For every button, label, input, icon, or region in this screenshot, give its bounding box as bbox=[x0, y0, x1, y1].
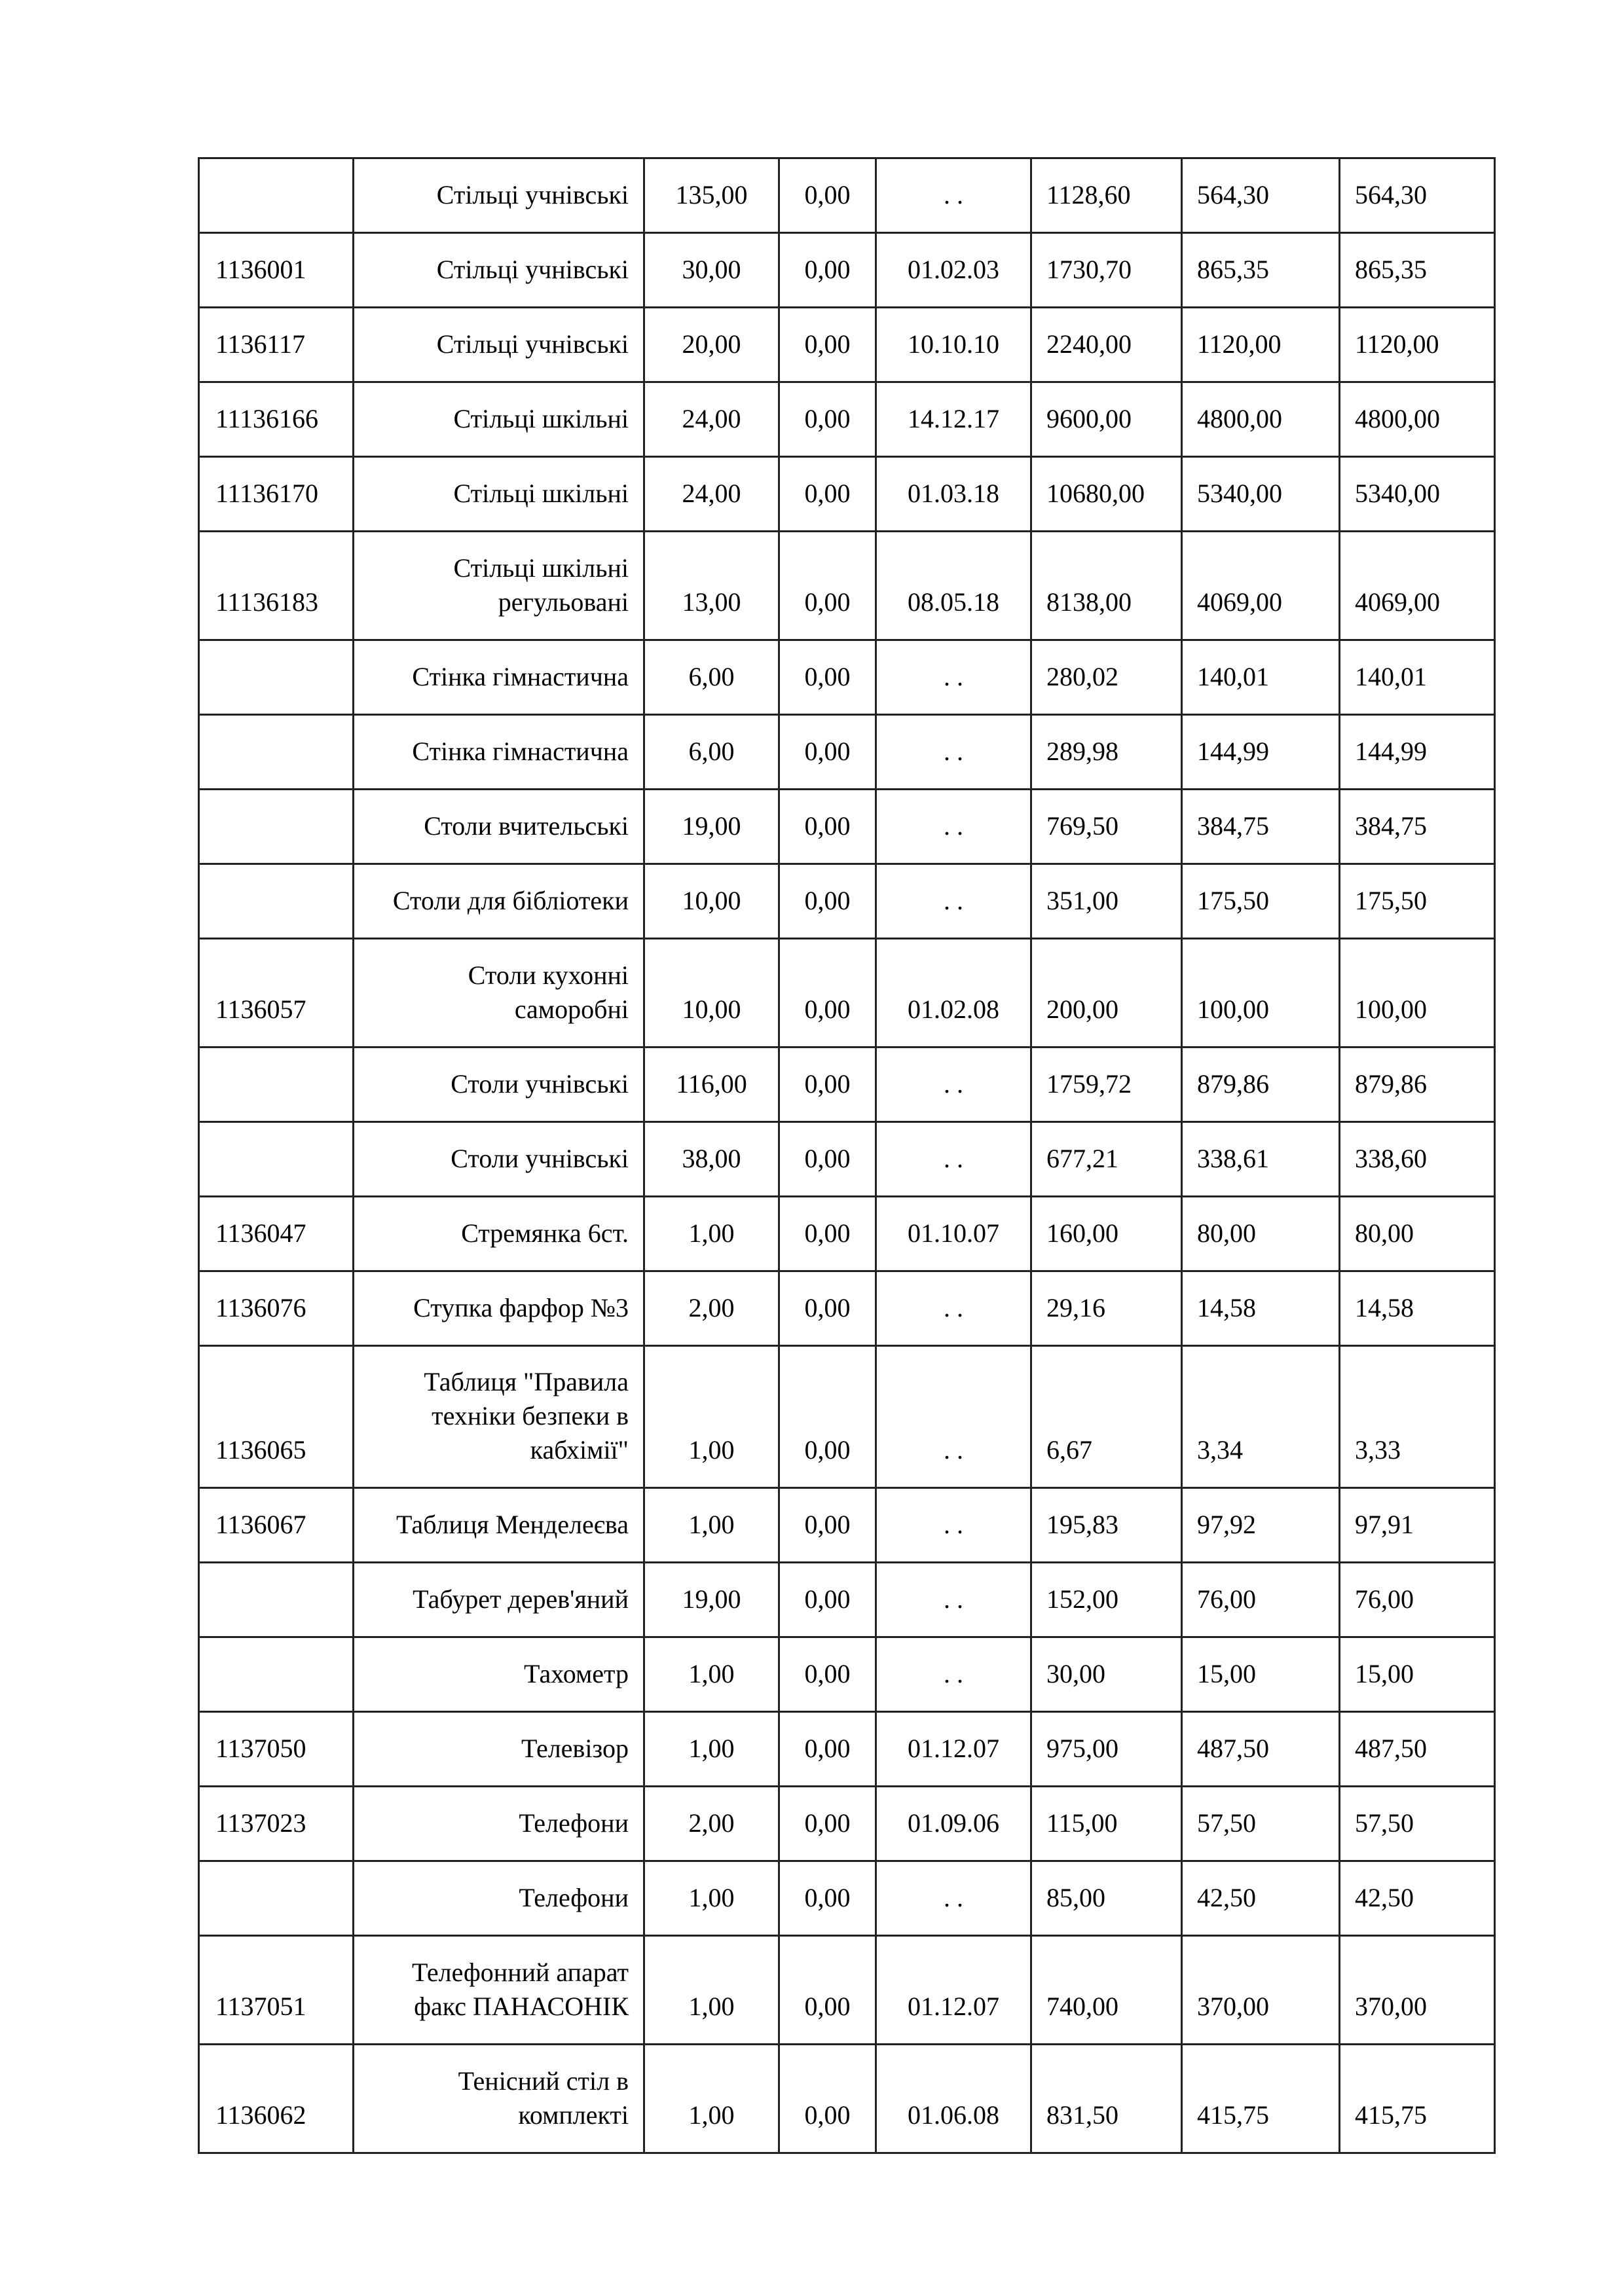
inventory-code-cell bbox=[199, 158, 354, 233]
table-row bbox=[199, 382, 1495, 457]
quantity-cell: 1,00 bbox=[644, 1637, 779, 1712]
inventory-code-cell bbox=[199, 790, 354, 864]
depreciation-amount-cell: 140,01 bbox=[1182, 640, 1340, 715]
inventory-table bbox=[198, 157, 1496, 2154]
quantity-cell: 1,00 bbox=[644, 1488, 779, 1563]
residual-amount-cell: 415,75 bbox=[1340, 2045, 1495, 2153]
item-name-cell: Телевізор bbox=[354, 1712, 644, 1787]
total-amount-cell: 289,98 bbox=[1031, 715, 1182, 790]
date-cell: . . bbox=[876, 1346, 1031, 1488]
depreciation-amount-cell: 4800,00 bbox=[1182, 382, 1340, 457]
quantity-cell: 10,00 bbox=[644, 939, 779, 1048]
table-row bbox=[199, 1563, 1495, 1637]
quantity-cell: 30,00 bbox=[644, 233, 779, 308]
table-row bbox=[199, 2045, 1495, 2153]
quantity-cell: 6,00 bbox=[644, 715, 779, 790]
date-cell: 01.12.07 bbox=[876, 1712, 1031, 1787]
date-cell: . . bbox=[876, 1488, 1031, 1563]
table-row bbox=[199, 790, 1495, 864]
residual-amount-cell: 338,60 bbox=[1340, 1122, 1495, 1197]
residual-amount-cell: 57,50 bbox=[1340, 1787, 1495, 1861]
zero-value-cell: 0,00 bbox=[779, 1488, 876, 1563]
item-name-cell: Стільці учнівські bbox=[354, 158, 644, 233]
total-amount-cell: 6,67 bbox=[1031, 1346, 1182, 1488]
depreciation-amount-cell: 370,00 bbox=[1182, 1936, 1340, 2045]
total-amount-cell: 351,00 bbox=[1031, 864, 1182, 939]
depreciation-amount-cell: 144,99 bbox=[1182, 715, 1340, 790]
total-amount-cell: 769,50 bbox=[1031, 790, 1182, 864]
total-amount-cell: 1730,70 bbox=[1031, 233, 1182, 308]
depreciation-amount-cell: 76,00 bbox=[1182, 1563, 1340, 1637]
quantity-cell: 20,00 bbox=[644, 308, 779, 382]
total-amount-cell: 160,00 bbox=[1031, 1197, 1182, 1271]
date-cell: 01.02.08 bbox=[876, 939, 1031, 1048]
residual-amount-cell: 140,01 bbox=[1340, 640, 1495, 715]
inventory-code-cell bbox=[199, 1048, 354, 1122]
item-name-cell: Столи учнівські bbox=[354, 1048, 644, 1122]
table-row bbox=[199, 158, 1495, 233]
quantity-cell: 6,00 bbox=[644, 640, 779, 715]
depreciation-amount-cell: 384,75 bbox=[1182, 790, 1340, 864]
quantity-cell: 2,00 bbox=[644, 1787, 779, 1861]
zero-value-cell: 0,00 bbox=[779, 308, 876, 382]
date-cell: 01.06.08 bbox=[876, 2045, 1031, 2153]
item-name-cell: Столи учнівські bbox=[354, 1122, 644, 1197]
table-row bbox=[199, 1712, 1495, 1787]
residual-amount-cell: 879,86 bbox=[1340, 1048, 1495, 1122]
zero-value-cell: 0,00 bbox=[779, 1122, 876, 1197]
inventory-code-cell: 11136183 bbox=[199, 532, 354, 640]
item-name-cell: Стільці шкільні bbox=[354, 382, 644, 457]
zero-value-cell: 0,00 bbox=[779, 158, 876, 233]
inventory-code-cell: 11136166 bbox=[199, 382, 354, 457]
table-row bbox=[199, 457, 1495, 532]
zero-value-cell: 0,00 bbox=[779, 1563, 876, 1637]
inventory-code-cell bbox=[199, 1122, 354, 1197]
item-name-cell: Стінка гімнастична bbox=[354, 715, 644, 790]
residual-amount-cell: 14,58 bbox=[1340, 1271, 1495, 1346]
quantity-cell: 1,00 bbox=[644, 1197, 779, 1271]
table-row bbox=[199, 640, 1495, 715]
item-name-cell: Ступка фарфор №3 bbox=[354, 1271, 644, 1346]
item-name-cell: Телефони bbox=[354, 1861, 644, 1936]
date-cell: . . bbox=[876, 1563, 1031, 1637]
date-cell: 08.05.18 bbox=[876, 532, 1031, 640]
zero-value-cell: 0,00 bbox=[779, 640, 876, 715]
quantity-cell: 1,00 bbox=[644, 1712, 779, 1787]
quantity-cell: 38,00 bbox=[644, 1122, 779, 1197]
zero-value-cell: 0,00 bbox=[779, 382, 876, 457]
table-row bbox=[199, 532, 1495, 640]
depreciation-amount-cell: 175,50 bbox=[1182, 864, 1340, 939]
residual-amount-cell: 4800,00 bbox=[1340, 382, 1495, 457]
inventory-code-cell: 11136170 bbox=[199, 457, 354, 532]
inventory-code-cell bbox=[199, 864, 354, 939]
depreciation-amount-cell: 97,92 bbox=[1182, 1488, 1340, 1563]
item-name-cell: Стільці шкільні регульовані bbox=[354, 532, 644, 640]
residual-amount-cell: 15,00 bbox=[1340, 1637, 1495, 1712]
inventory-code-cell: 1136076 bbox=[199, 1271, 354, 1346]
inventory-code-cell: 1137050 bbox=[199, 1712, 354, 1787]
residual-amount-cell: 384,75 bbox=[1340, 790, 1495, 864]
depreciation-amount-cell: 14,58 bbox=[1182, 1271, 1340, 1346]
item-name-cell: Стремянка 6ст. bbox=[354, 1197, 644, 1271]
depreciation-amount-cell: 5340,00 bbox=[1182, 457, 1340, 532]
residual-amount-cell: 3,33 bbox=[1340, 1346, 1495, 1488]
date-cell: 01.09.06 bbox=[876, 1787, 1031, 1861]
date-cell: . . bbox=[876, 864, 1031, 939]
date-cell: 01.03.18 bbox=[876, 457, 1031, 532]
total-amount-cell: 30,00 bbox=[1031, 1637, 1182, 1712]
quantity-cell: 1,00 bbox=[644, 2045, 779, 2153]
quantity-cell: 1,00 bbox=[644, 1346, 779, 1488]
inventory-code-cell: 1136117 bbox=[199, 308, 354, 382]
zero-value-cell: 0,00 bbox=[779, 1936, 876, 2045]
quantity-cell: 2,00 bbox=[644, 1271, 779, 1346]
inventory-code-cell bbox=[199, 640, 354, 715]
depreciation-amount-cell: 100,00 bbox=[1182, 939, 1340, 1048]
residual-amount-cell: 100,00 bbox=[1340, 939, 1495, 1048]
residual-amount-cell: 76,00 bbox=[1340, 1563, 1495, 1637]
zero-value-cell: 0,00 bbox=[779, 715, 876, 790]
date-cell: . . bbox=[876, 715, 1031, 790]
total-amount-cell: 740,00 bbox=[1031, 1936, 1182, 2045]
table-row bbox=[199, 1637, 1495, 1712]
inventory-code-cell: 1137051 bbox=[199, 1936, 354, 2045]
table-row bbox=[199, 1787, 1495, 1861]
depreciation-amount-cell: 57,50 bbox=[1182, 1787, 1340, 1861]
date-cell: 01.12.07 bbox=[876, 1936, 1031, 2045]
zero-value-cell: 0,00 bbox=[779, 233, 876, 308]
depreciation-amount-cell: 4069,00 bbox=[1182, 532, 1340, 640]
date-cell: . . bbox=[876, 1122, 1031, 1197]
quantity-cell: 10,00 bbox=[644, 864, 779, 939]
item-name-cell: Столи вчительські bbox=[354, 790, 644, 864]
inventory-code-cell: 1136047 bbox=[199, 1197, 354, 1271]
date-cell: . . bbox=[876, 790, 1031, 864]
item-name-cell: Стільці шкільні bbox=[354, 457, 644, 532]
zero-value-cell: 0,00 bbox=[779, 1271, 876, 1346]
table-row bbox=[199, 1197, 1495, 1271]
table-row bbox=[199, 1048, 1495, 1122]
zero-value-cell: 0,00 bbox=[779, 1197, 876, 1271]
residual-amount-cell: 1120,00 bbox=[1340, 308, 1495, 382]
date-cell: . . bbox=[876, 1048, 1031, 1122]
total-amount-cell: 831,50 bbox=[1031, 2045, 1182, 2153]
residual-amount-cell: 144,99 bbox=[1340, 715, 1495, 790]
item-name-cell: Столи для бібліотеки bbox=[354, 864, 644, 939]
total-amount-cell: 2240,00 bbox=[1031, 308, 1182, 382]
table-row bbox=[199, 939, 1495, 1048]
total-amount-cell: 9600,00 bbox=[1031, 382, 1182, 457]
date-cell: 14.12.17 bbox=[876, 382, 1031, 457]
inventory-code-cell: 1136001 bbox=[199, 233, 354, 308]
residual-amount-cell: 80,00 bbox=[1340, 1197, 1495, 1271]
total-amount-cell: 200,00 bbox=[1031, 939, 1182, 1048]
zero-value-cell: 0,00 bbox=[779, 939, 876, 1048]
depreciation-amount-cell: 415,75 bbox=[1182, 2045, 1340, 2153]
quantity-cell: 116,00 bbox=[644, 1048, 779, 1122]
item-name-cell: Таблиця Менделеєва bbox=[354, 1488, 644, 1563]
zero-value-cell: 0,00 bbox=[779, 2045, 876, 2153]
zero-value-cell: 0,00 bbox=[779, 1712, 876, 1787]
date-cell: 01.10.07 bbox=[876, 1197, 1031, 1271]
table-row bbox=[199, 864, 1495, 939]
date-cell: . . bbox=[876, 1271, 1031, 1346]
inventory-code-cell: 1136062 bbox=[199, 2045, 354, 2153]
quantity-cell: 13,00 bbox=[644, 532, 779, 640]
depreciation-amount-cell: 1120,00 bbox=[1182, 308, 1340, 382]
residual-amount-cell: 4069,00 bbox=[1340, 532, 1495, 640]
item-name-cell: Таблиця "Правила техніки безпеки в кабхімії" bbox=[354, 1346, 644, 1488]
depreciation-amount-cell: 865,35 bbox=[1182, 233, 1340, 308]
total-amount-cell: 280,02 bbox=[1031, 640, 1182, 715]
date-cell: . . bbox=[876, 1861, 1031, 1936]
zero-value-cell: 0,00 bbox=[779, 1346, 876, 1488]
inventory-code-cell: 1136067 bbox=[199, 1488, 354, 1563]
quantity-cell: 135,00 bbox=[644, 158, 779, 233]
item-name-cell: Телефонний апарат факс ПАНАСОНІК bbox=[354, 1936, 644, 2045]
inventory-code-cell bbox=[199, 715, 354, 790]
table-row bbox=[199, 1122, 1495, 1197]
zero-value-cell: 0,00 bbox=[779, 1048, 876, 1122]
total-amount-cell: 115,00 bbox=[1031, 1787, 1182, 1861]
date-cell: 01.02.03 bbox=[876, 233, 1031, 308]
residual-amount-cell: 42,50 bbox=[1340, 1861, 1495, 1936]
quantity-cell: 24,00 bbox=[644, 457, 779, 532]
residual-amount-cell: 97,91 bbox=[1340, 1488, 1495, 1563]
item-name-cell: Стільці учнівські bbox=[354, 308, 644, 382]
depreciation-amount-cell: 3,34 bbox=[1182, 1346, 1340, 1488]
total-amount-cell: 1759,72 bbox=[1031, 1048, 1182, 1122]
table-row bbox=[199, 1936, 1495, 2045]
item-name-cell: Тенісний стіл в комплекті bbox=[354, 2045, 644, 2153]
date-cell: . . bbox=[876, 1637, 1031, 1712]
zero-value-cell: 0,00 bbox=[779, 864, 876, 939]
table-row bbox=[199, 715, 1495, 790]
depreciation-amount-cell: 879,86 bbox=[1182, 1048, 1340, 1122]
total-amount-cell: 1128,60 bbox=[1031, 158, 1182, 233]
zero-value-cell: 0,00 bbox=[779, 1787, 876, 1861]
quantity-cell: 19,00 bbox=[644, 1563, 779, 1637]
zero-value-cell: 0,00 bbox=[779, 790, 876, 864]
depreciation-amount-cell: 42,50 bbox=[1182, 1861, 1340, 1936]
zero-value-cell: 0,00 bbox=[779, 532, 876, 640]
total-amount-cell: 10680,00 bbox=[1031, 457, 1182, 532]
quantity-cell: 1,00 bbox=[644, 1936, 779, 2045]
total-amount-cell: 152,00 bbox=[1031, 1563, 1182, 1637]
quantity-cell: 19,00 bbox=[644, 790, 779, 864]
depreciation-amount-cell: 487,50 bbox=[1182, 1712, 1340, 1787]
item-name-cell: Телефони bbox=[354, 1787, 644, 1861]
table-row bbox=[199, 233, 1495, 308]
date-cell: 10.10.10 bbox=[876, 308, 1031, 382]
residual-amount-cell: 175,50 bbox=[1340, 864, 1495, 939]
inventory-code-cell bbox=[199, 1563, 354, 1637]
depreciation-amount-cell: 564,30 bbox=[1182, 158, 1340, 233]
date-cell: . . bbox=[876, 640, 1031, 715]
residual-amount-cell: 370,00 bbox=[1340, 1936, 1495, 2045]
depreciation-amount-cell: 338,61 bbox=[1182, 1122, 1340, 1197]
item-name-cell: Табурет дерев'яний bbox=[354, 1563, 644, 1637]
total-amount-cell: 85,00 bbox=[1031, 1861, 1182, 1936]
zero-value-cell: 0,00 bbox=[779, 1637, 876, 1712]
inventory-code-cell: 1136065 bbox=[199, 1346, 354, 1488]
total-amount-cell: 677,21 bbox=[1031, 1122, 1182, 1197]
item-name-cell: Тахометр bbox=[354, 1637, 644, 1712]
table-row bbox=[199, 1271, 1495, 1346]
table-row bbox=[199, 1861, 1495, 1936]
inventory-code-cell: 1136057 bbox=[199, 939, 354, 1048]
residual-amount-cell: 487,50 bbox=[1340, 1712, 1495, 1787]
residual-amount-cell: 5340,00 bbox=[1340, 457, 1495, 532]
table-row bbox=[199, 1488, 1495, 1563]
total-amount-cell: 8138,00 bbox=[1031, 532, 1182, 640]
total-amount-cell: 29,16 bbox=[1031, 1271, 1182, 1346]
inventory-code-cell: 1137023 bbox=[199, 1787, 354, 1861]
zero-value-cell: 0,00 bbox=[779, 1861, 876, 1936]
item-name-cell: Столи кухонні саморобні bbox=[354, 939, 644, 1048]
total-amount-cell: 195,83 bbox=[1031, 1488, 1182, 1563]
zero-value-cell: 0,00 bbox=[779, 457, 876, 532]
residual-amount-cell: 564,30 bbox=[1340, 158, 1495, 233]
inventory-code-cell bbox=[199, 1637, 354, 1712]
depreciation-amount-cell: 15,00 bbox=[1182, 1637, 1340, 1712]
item-name-cell: Стінка гімнастична bbox=[354, 640, 644, 715]
table-row bbox=[199, 308, 1495, 382]
residual-amount-cell: 865,35 bbox=[1340, 233, 1495, 308]
quantity-cell: 24,00 bbox=[644, 382, 779, 457]
quantity-cell: 1,00 bbox=[644, 1861, 779, 1936]
item-name-cell: Стільці учнівські bbox=[354, 233, 644, 308]
inventory-code-cell bbox=[199, 1861, 354, 1936]
depreciation-amount-cell: 80,00 bbox=[1182, 1197, 1340, 1271]
table-row bbox=[199, 1346, 1495, 1488]
date-cell: . . bbox=[876, 158, 1031, 233]
total-amount-cell: 975,00 bbox=[1031, 1712, 1182, 1787]
